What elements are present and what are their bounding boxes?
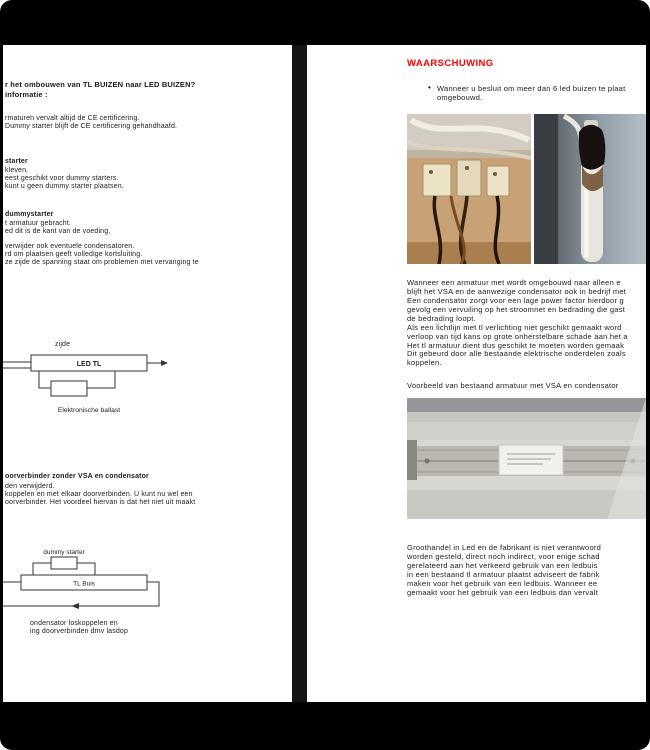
body-line: kunt u geen dummy starter plaatsen. — [5, 183, 124, 190]
photo-wiring — [407, 114, 531, 264]
body-line: Een condensator zorgt voor een lage power factor hierdoor g — [407, 296, 624, 305]
body-line: t armatuur gebracht. — [5, 220, 72, 227]
photo-fixture-interior — [407, 398, 646, 519]
body-line: Groothandel in Led en de fabrikant is niet verantwoord — [407, 543, 602, 552]
page-divider — [292, 45, 307, 702]
bullet-line: Wanneer u besluit om meer dan 6 led buizen te plaat — [437, 84, 626, 93]
doc-title-line1: r het ombouwen van TL BUIZEN naar LED BUIZEN? — [5, 80, 196, 89]
body-line: verloop van tijd kans op grote onherstelbare schade aan het a — [407, 332, 628, 341]
ballast-caption: Elektronische ballast — [57, 407, 121, 414]
tl-tube-label: TL Buis — [73, 580, 95, 588]
body-line: gerelateerd aan het verkeerd gebruik van een ledbuis — [407, 561, 598, 570]
bullet-icon: • — [428, 83, 431, 92]
body-line: ed dit is de kant van de voeding, — [5, 228, 111, 235]
starter-label: dummy starter — [43, 549, 85, 556]
photo-caption: Voorbeeld van bestaand armatuur met VSA en condensator — [407, 381, 619, 390]
body-line: gemaakt voor het gebruik van een ledbuis dan vervalt — [407, 588, 599, 597]
body-line: maken voor het gebruik van een ledbuis. Wanneer ee — [407, 579, 598, 588]
arrowhead-icon — [71, 603, 79, 609]
left-page — [3, 45, 292, 702]
intro-line: Dummy starter blijft de CE certificering gehandhaafd. — [5, 123, 178, 130]
body-line: verwijder ook eventuele condensatoren. — [5, 243, 135, 250]
bullet-line: omgebouwd. — [437, 93, 483, 102]
diagram-side-label: zijde — [55, 341, 71, 348]
body-line: gevolg een vervuiling op het stroomnet en bedrading die gast — [407, 305, 626, 314]
body-line: ze zijde de spanning staat om problemen met vervanging te — [5, 259, 199, 266]
body-line: eest geschikt voor dummy starters. — [5, 175, 119, 182]
body-line: kleven. — [5, 167, 29, 174]
intro-line: rmaturen vervalt altijd de CE certificering. — [5, 115, 140, 122]
led-tube-label: LED TL — [76, 361, 102, 368]
section-heading-starter: starter — [5, 158, 28, 165]
right-page — [307, 45, 646, 702]
body-line: worden gesteld, direct noch indirect, voor enige schad — [407, 552, 600, 561]
note-line: ondensator loskoppelen en — [30, 620, 118, 627]
body-line: koppelen en met elkaar doorverbinden. U kunt nu wel een — [5, 491, 193, 498]
arrowhead-icon — [161, 360, 168, 366]
section-heading-doorverbinder: oorverbinder zonder VSA en condensator — [5, 473, 149, 480]
starter-box — [51, 557, 77, 569]
warning-heading: WAARSCHUWING — [407, 58, 494, 69]
body-line: Als een lichtlijn met tl verlichting niet geschikt gemaakt word — [407, 323, 622, 332]
body-line: koppelen. — [407, 358, 442, 367]
photo-burnt-socket — [534, 114, 646, 264]
section-heading-dummystarter: dummystarter — [5, 211, 54, 218]
doc-title-line2: informatie : — [5, 90, 48, 99]
led-tl-wiring-diagram — [3, 350, 178, 422]
ballast-box — [51, 381, 87, 396]
body-line: Wanneer een armatuur met wordt omgebouwd naar alleen e — [407, 278, 621, 287]
body-line: in een bestaand tl armatuur plaatst adviseert de fabrik — [407, 570, 600, 579]
dummy-starter-diagram — [3, 546, 168, 616]
body-line: den verwijderd. — [5, 483, 55, 490]
body-line: oorverbinder. Het voordeel hiervan is dat het niet uit maakt — [5, 499, 196, 506]
body-line: Het tl armatuur dient dus geschikt te moeten worden gemaak — [407, 341, 625, 350]
body-line: Dit gebeurd door alle bestaande elektrische onderdelen zoals — [407, 349, 626, 358]
body-line: de bedrading loopt. — [407, 314, 476, 323]
note-line: ing doorverbinden dmv lasdop — [30, 628, 128, 635]
body-line: blijft het VSA en de aanwezige condensator ook in bedrijf met — [407, 287, 627, 296]
body-line: rd om plaatsen geeft volledige kortsluiting. — [5, 251, 143, 258]
